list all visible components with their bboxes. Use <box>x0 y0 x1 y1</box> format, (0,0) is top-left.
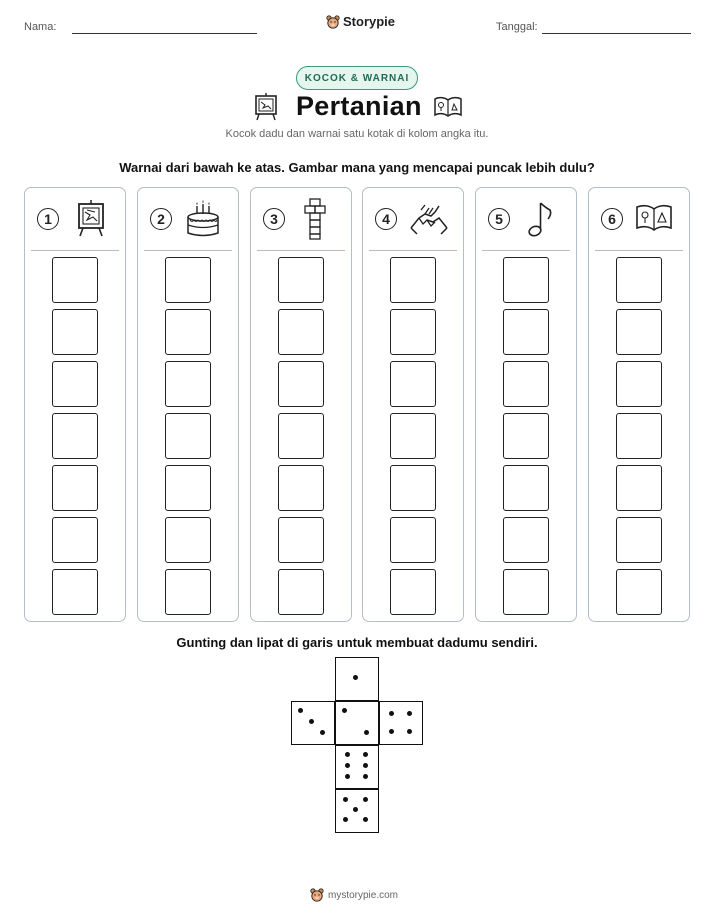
color-cell[interactable] <box>52 309 98 355</box>
color-cell[interactable] <box>390 309 436 355</box>
color-cell[interactable] <box>503 517 549 563</box>
color-cell[interactable] <box>616 257 662 303</box>
color-cell[interactable] <box>503 361 549 407</box>
column-5 <box>475 187 577 622</box>
column-number: 3 <box>263 208 285 230</box>
die-pip <box>407 711 412 716</box>
die-face-1[interactable] <box>335 657 379 701</box>
color-cell[interactable] <box>616 517 662 563</box>
column-4 <box>362 187 464 622</box>
bear-logo-icon <box>310 888 324 902</box>
color-cell[interactable] <box>390 413 436 459</box>
color-cell[interactable] <box>616 569 662 615</box>
color-cell[interactable] <box>165 361 211 407</box>
die-pip <box>320 730 325 735</box>
brand-name: Storypie <box>343 14 396 29</box>
column-3 <box>250 187 352 622</box>
die-pip <box>364 730 369 735</box>
column-number: 4 <box>375 208 397 230</box>
die-face-5[interactable] <box>335 789 379 833</box>
color-cell[interactable] <box>503 413 549 459</box>
color-cell[interactable] <box>616 413 662 459</box>
color-cell[interactable] <box>165 413 211 459</box>
color-cell[interactable] <box>503 569 549 615</box>
color-cell[interactable] <box>503 309 549 355</box>
die-face-4[interactable] <box>379 701 423 745</box>
color-cell[interactable] <box>278 257 324 303</box>
die-pip <box>345 763 350 768</box>
color-cell[interactable] <box>278 517 324 563</box>
page-title: Pertanian <box>296 91 422 121</box>
die-pip <box>407 729 412 734</box>
color-cell[interactable] <box>503 257 549 303</box>
handshake-icon <box>409 202 449 236</box>
dice-caption: Gunting dan lipat di garis untuk membuat dadumu sendiri. <box>176 635 538 650</box>
color-cell[interactable] <box>278 569 324 615</box>
color-cell[interactable] <box>616 309 662 355</box>
color-cell[interactable] <box>278 361 324 407</box>
column-number: 2 <box>150 208 172 230</box>
color-cell[interactable] <box>52 569 98 615</box>
color-cell[interactable] <box>390 517 436 563</box>
open-book-icon <box>433 96 463 118</box>
footer-link[interactable]: mystorypie.com <box>328 889 399 901</box>
column-number: 5 <box>488 208 510 230</box>
die-pip <box>298 708 303 713</box>
bear-logo-icon <box>326 15 340 29</box>
color-cell[interactable] <box>52 361 98 407</box>
die-pip <box>353 807 358 812</box>
die-pip <box>353 675 358 680</box>
open-book-icon <box>635 204 673 232</box>
music-note-icon <box>526 200 554 238</box>
column-divider <box>144 250 232 251</box>
column-number: 1 <box>37 208 59 230</box>
birthday-cake-icon <box>184 200 222 238</box>
die-pip <box>389 711 394 716</box>
die-pip <box>343 797 348 802</box>
subtitle: Kocok dadu dan warnai satu kotak di kolom angka itu. <box>225 128 489 140</box>
die-pip <box>345 774 350 779</box>
name-line[interactable] <box>72 33 257 34</box>
color-cell[interactable] <box>616 361 662 407</box>
die-face-6[interactable] <box>335 745 379 789</box>
column-6 <box>588 187 690 622</box>
column-divider <box>482 250 570 251</box>
die-pip <box>363 774 368 779</box>
column-1 <box>24 187 126 622</box>
name-label: Nama: <box>24 21 57 33</box>
color-cell[interactable] <box>390 465 436 511</box>
column-divider <box>369 250 457 251</box>
painting-easel-icon <box>75 200 107 238</box>
color-cell[interactable] <box>278 465 324 511</box>
color-cell[interactable] <box>165 465 211 511</box>
die-face-2[interactable] <box>335 701 379 745</box>
die-face-3[interactable] <box>291 701 335 745</box>
die-pip <box>363 817 368 822</box>
die-pip <box>342 708 347 713</box>
color-cell[interactable] <box>390 569 436 615</box>
column-divider <box>595 250 683 251</box>
die-pip <box>363 763 368 768</box>
color-cell[interactable] <box>52 517 98 563</box>
die-pip <box>363 752 368 757</box>
die-pip <box>389 729 394 734</box>
date-label: Tanggal: <box>496 21 538 33</box>
painting-easel-icon <box>253 93 279 121</box>
die-pip <box>343 817 348 822</box>
die-pip <box>345 752 350 757</box>
color-cell[interactable] <box>52 413 98 459</box>
instruction: Warnai dari bawah ke atas. Gambar mana yang mencapai puncak lebih dulu? <box>119 160 595 175</box>
color-cell[interactable] <box>52 257 98 303</box>
die-pip <box>363 797 368 802</box>
column-2 <box>137 187 239 622</box>
date-line[interactable] <box>542 33 691 34</box>
color-cell[interactable] <box>278 309 324 355</box>
color-cell[interactable] <box>165 309 211 355</box>
column-divider <box>31 250 119 251</box>
die-pip <box>309 719 314 724</box>
color-cell[interactable] <box>390 361 436 407</box>
activity-badge: KOCOK & WARNAI <box>296 66 418 90</box>
brand-logo <box>326 14 395 29</box>
color-cell[interactable] <box>616 465 662 511</box>
color-cell[interactable] <box>390 257 436 303</box>
color-cell[interactable] <box>165 569 211 615</box>
color-cell[interactable] <box>165 257 211 303</box>
color-cell[interactable] <box>503 465 549 511</box>
color-cell[interactable] <box>278 413 324 459</box>
footer <box>310 888 398 902</box>
color-cell[interactable] <box>52 465 98 511</box>
color-cell[interactable] <box>165 517 211 563</box>
hopscotch-icon <box>303 198 327 240</box>
column-number: 6 <box>601 208 623 230</box>
column-divider <box>257 250 345 251</box>
